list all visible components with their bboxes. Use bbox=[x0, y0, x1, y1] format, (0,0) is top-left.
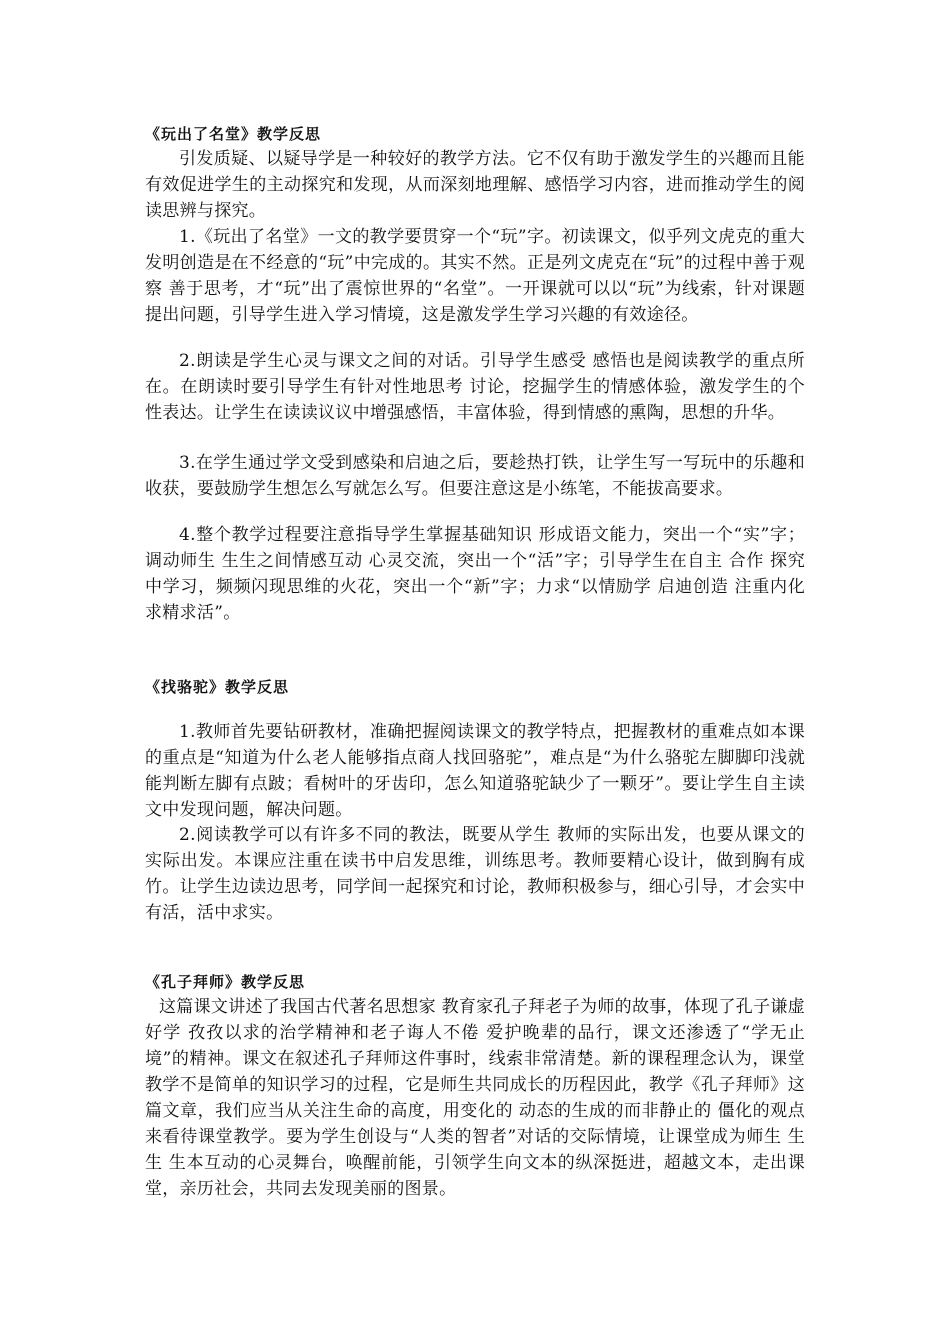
paragraph-point-2: 2.朗读是学生心灵与课文之间的对话。引导学生感受 感悟也是阅读教学的重点所在。在朗读时要引导学生有针对性地思考 讨论，挖掘学生的情感体验，激发学生的个性表达。让学生在读读议议中增强感悟，丰富体验，得到情感的熏陶，思想的升华。 bbox=[145, 351, 805, 423]
section-title-wanchu: 《玩出了名堂》教学反思 bbox=[145, 125, 322, 143]
paragraph-intro: 引发质疑、以疑导学是一种较好的教学方法。它不仅有助于激发学生的兴趣而且能有效促进学生的主动探究和发现，从而深刻地理解、感悟学习内容，进而推动学生的阅读思辨与探究。 bbox=[145, 149, 805, 221]
paragraph-luotuo-2: 2.阅读教学可以有许多不同的教法，既要从学生 教师的实际出发，也要从课文的实际出发。本课应注重在读书中启发思维，训练思考。教师要精心设计，做到胸有成竹。让学生边读边思考，同学间一起探究和讨论，教师积极参与，细心引导，才会实中有活，活中求实。 bbox=[145, 825, 805, 923]
paragraph-kongzi: 这篇课文讲述了我国古代著名思想家 教育家孔子拜老子为师的故事，体现了孔子谦虚好学 孜孜以求的治学精神和老子诲人不倦 爱护晚辈的品行，课文还渗透了“学无止境”的精神。课文在叙述孔子拜师这件事时，线索非常清楚。新的课程理念认为，课堂教学不是简单的知识学习的过程，它是师生共同成长的历程因此，教学《孔子拜师》这篇文章，我们应当从关注生命的高度，用变化的 动态的生成的而非静止的 僵化的观点来看待课堂教学。要为学生创设与“人类的智者”对话的交际情境，让课堂成为师生 生生 生本互动的心灵舞台，唤醒前能，引领学生向文本的纵深挺进，超越文本，走出课堂，亲历社会，共同去发现美丽的图景。 bbox=[145, 997, 805, 1199]
paragraph-luotuo-1: 1.教师首先要钻研教材，准确把握阅读课文的教学特点，把握教材的重难点如本课的重点是“知道为什么老人能够指点商人找回骆驼”，难点是“为什么骆驼左脚脚印浅就能判断左脚有点跛；看树叶的牙齿印，怎么知道骆驼缺少了一颗牙”。要让学生自主读文中发现问题，解决问题。 bbox=[145, 722, 805, 820]
section-title-kongzi: 《孔子拜师》教学反思 bbox=[145, 973, 306, 991]
paragraph-point-3: 3.在学生通过学文受到感染和启迪之后，要趁热打铁，让学生写一写玩中的乐趣和收获，要鼓励学生想怎么写就怎么写。但要注意这是小练笔，不能拔高要求。 bbox=[145, 453, 805, 499]
paragraph-point-4: 4.整个教学过程要注意指导学生掌握基础知识 形成语文能力，突出一个“实”字；调动师生 生生之间情感互动 心灵交流，突出一个“活”字；引导学生在自主 合作 探究中学习，频频闪现思维的火花，突出一个“新”字；力求“以情励学 启迪创造 注重内化 求精求活”。 bbox=[145, 525, 805, 623]
paragraph-point-1: 1.《玩出了名堂》一文的教学要贯穿一个“玩”字。初读课文，似乎列文虎克的重大发明创造是在不经意的“玩”中完成的。其实不然。正是列文虎克在“玩”的过程中善于观察 善于思考，才“玩”出了震惊世界的“名堂”。一开课就可以以“玩”为线索，针对课题提出问题，引导学生进入学习情境，这是激发学生学习兴趣的有效途径。 bbox=[145, 227, 805, 325]
section-title-zhaoluotuo: 《找骆驼》教学反思 bbox=[145, 678, 290, 696]
